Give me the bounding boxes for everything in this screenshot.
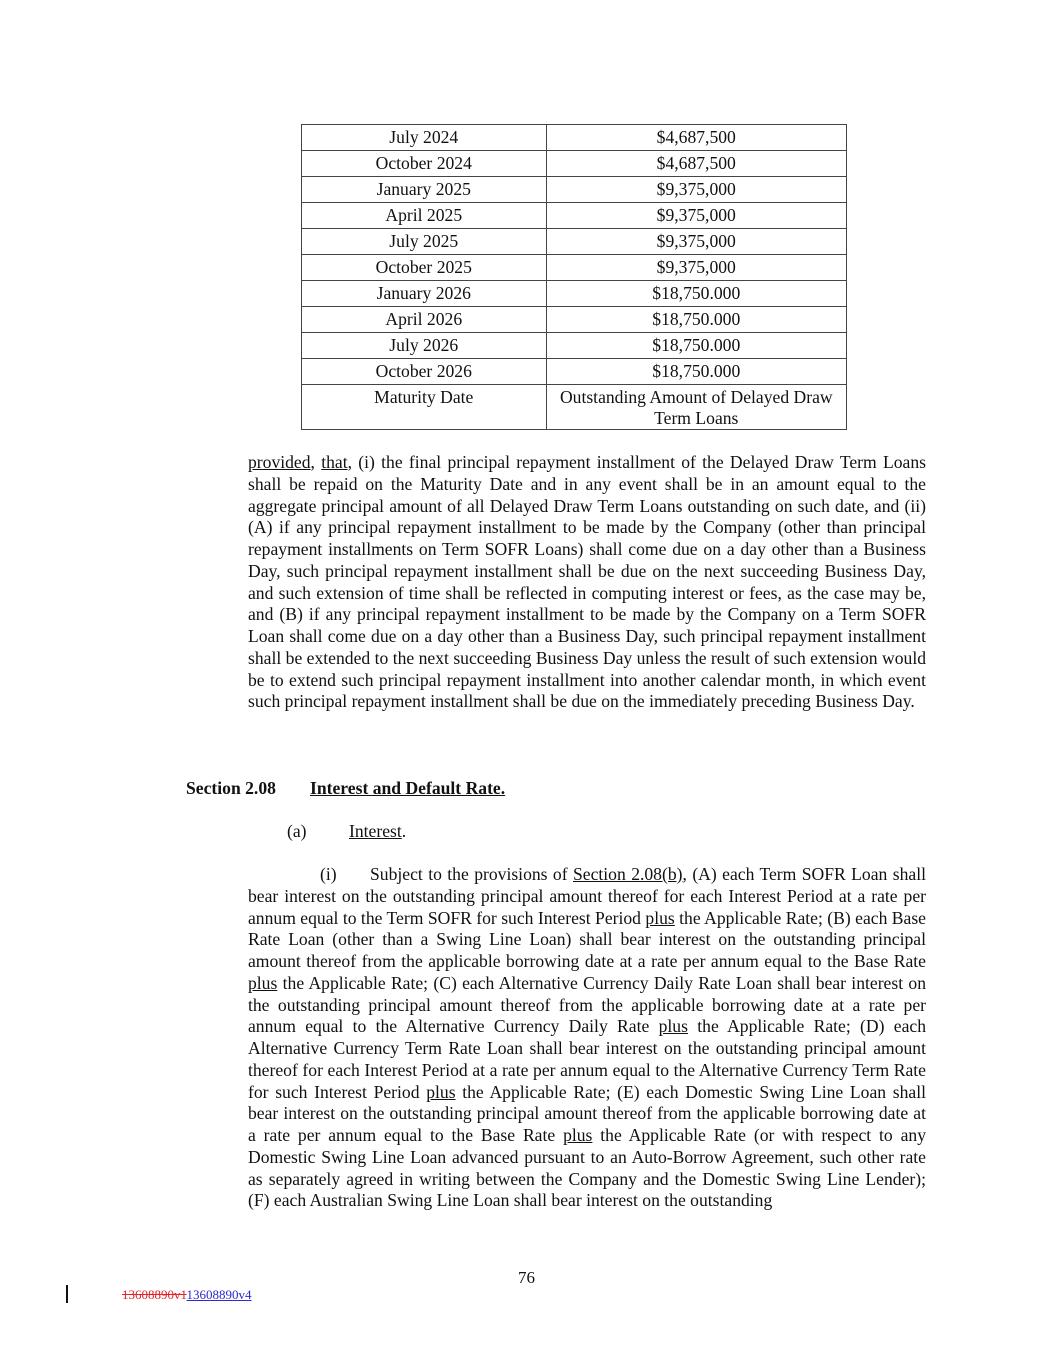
table-row	[302, 125, 847, 151]
clause-label: (i)	[320, 864, 337, 884]
subsection-title: Interest	[349, 821, 402, 841]
payment-amount-cell: $9,375,000	[546, 203, 846, 229]
payment-date-cell: July 2024	[302, 125, 547, 151]
payment-date-cell: January 2025	[302, 177, 547, 203]
payment-amount-cell: $18,750.000	[546, 333, 846, 359]
payment-amount-cell: Outstanding Amount of Delayed Draw Term Loans	[546, 385, 846, 430]
table-row	[302, 255, 847, 281]
section-number: Section 2.08	[186, 778, 276, 798]
payment-date-cell: October 2024	[302, 151, 547, 177]
payment-amount-cell: $4,687,500	[546, 125, 846, 151]
section-heading	[186, 778, 505, 799]
clause-i-paragraph: (i) Subject to the provisions of Section 2.08(b), (A) each Term SOFR Loan shall bear interest on the outstanding principal amount thereof for each Interest Period at a rate per annum equal to the Term SOFR for such Interest Period plus the Applicable Rate; (B) each Base Rate Loan (other than a Swing Line Loan) shall bear interest on the outstanding principal amount thereof from the applicable borrowing date at a rate per annum equal to the Base Rate plus the Applicable Rate; (C) each Alternative Currency Daily Rate Loan shall bear interest on the outstanding principal amount thereof from the applicable borrowing date at a rate per annum equal to the Alternative Currency Daily Rate plus the Applicable Rate; (D) each Alternative Currency Term Rate Loan shall bear interest on the outstanding principal amount thereof for each Interest Period at a rate per annum equal to the Alternative Currency Term Rate for such Interest Period plus the Applicable Rate; (E) each Domestic Swing Line Loan shall bear interest on the outstanding principal amount thereof from the applicable borrowing date at a rate per annum equal to the Base Rate plus the Applicable Rate (or with respect to any Domestic Swing Line Loan advanced pursuant to an Auto-Borrow Agreement, such other rate as separately agreed in writing between the Company and the Domestic Swing Line Lender); (F) each Australian Swing Line Loan shall bear interest on the outstanding	[248, 864, 927, 1211]
deleted-doc-id: 13608890v1	[122, 1287, 187, 1302]
table-row	[302, 151, 847, 177]
inserted-doc-id: 13608890v4	[186, 1287, 252, 1302]
table-row	[302, 177, 847, 203]
payment-amount-cell: $18,750.000	[546, 307, 846, 333]
payment-date-cell: January 2026	[302, 281, 547, 307]
section-reference-link[interactable]: Section 2.08(b)	[573, 864, 683, 884]
payment-date-cell: April 2025	[302, 203, 547, 229]
payment-amount-cell: $9,375,000	[546, 229, 846, 255]
provided-term: provided	[248, 452, 311, 472]
payment-date-cell: July 2026	[302, 333, 547, 359]
payment-date-cell: July 2025	[302, 229, 547, 255]
table-row	[302, 359, 847, 385]
page-number: 76	[518, 1268, 535, 1287]
section-title: Interest and Default Rate.	[310, 778, 506, 798]
payment-amount-cell: $9,375,000	[546, 255, 846, 281]
change-bar	[66, 1285, 68, 1303]
subsection-label: (a)	[287, 821, 307, 841]
table-row	[302, 281, 847, 307]
proviso-paragraph: provided, that, (i) the final principal repayment installment of the Delayed Draw Term Loans shall be repaid on the Maturity Date and in any event shall be in an amount equal to the aggregate principal amount of all Delayed Draw Term Loans outstanding on such date, and (ii)(A) if any principal repayment installment to be made by the Company (other than principal repayment installments on Term SOFR Loans) shall come due on a day other than a Business Day, such principal repayment installment shall be due on the next succeeding Business Day, and such extension of time shall be reflected in computing interest or fees, as the case may be, and (B) if any principal repayment installment to be made by the Company on a Term SOFR Loan shall come due on a day other than a Business Day, such principal repayment installment shall be extended to the next succeeding Business Day unless the result of such extension would be to extend such principal repayment installment into another calendar month, in which event such principal repayment installment shall be due on the immediately preceding Business Day.	[248, 452, 926, 712]
table-row	[302, 385, 847, 430]
that-term: that	[321, 452, 348, 472]
document-id-footer	[122, 1287, 252, 1303]
payment-amount-cell: $18,750.000	[546, 281, 846, 307]
payment-date-cell: October 2025	[302, 255, 547, 281]
payment-date-cell: April 2026	[302, 307, 547, 333]
payment-amount-cell: $18,750.000	[546, 359, 846, 385]
table-row	[302, 307, 847, 333]
repayment-schedule-table	[301, 124, 847, 430]
table-row	[302, 203, 847, 229]
payment-date-cell: Maturity Date	[302, 385, 547, 430]
table-row	[302, 333, 847, 359]
subsection-heading: (a) Interest.	[287, 821, 407, 841]
payment-amount-cell: $9,375,000	[546, 177, 846, 203]
payment-date-cell: October 2026	[302, 359, 547, 385]
payment-amount-cell: $4,687,500	[546, 151, 846, 177]
table-row	[302, 229, 847, 255]
